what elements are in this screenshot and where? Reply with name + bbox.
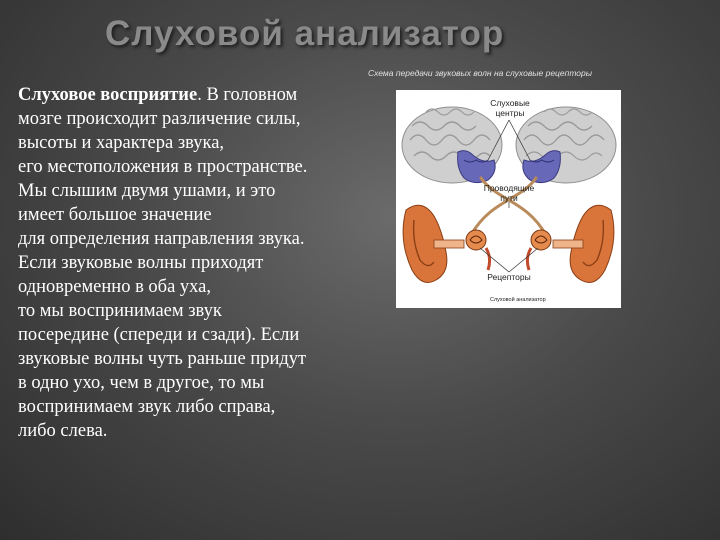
label-receptors: Рецепторы	[487, 272, 531, 282]
label-paths-line1: Проводящие	[483, 183, 535, 193]
lead-rest: . В головном	[197, 85, 298, 105]
body-line: для определения направления звука.	[18, 229, 305, 249]
slide-title: Слуховой анализатор	[105, 14, 505, 53]
right-brain-illustration	[516, 107, 616, 183]
body-line: звуковые волны чуть раньше придут	[18, 349, 307, 369]
body-line: мозге происходит различение силы,	[18, 109, 301, 129]
lead-bold-term: Слуховое восприятие	[18, 85, 198, 105]
figure-footnote: Слуховой анализатор	[490, 297, 546, 303]
body-line: то мы воспринимаем звук	[18, 301, 222, 321]
left-brain-illustration	[402, 107, 502, 183]
left-ear-illustration	[403, 205, 490, 282]
label-centers-line1: Слуховые	[490, 98, 530, 108]
right-ear-illustration	[527, 205, 614, 282]
body-line: Если звуковые волны приходят	[18, 253, 264, 273]
label-auditory-centers	[488, 98, 532, 118]
label-paths-line2: пути	[500, 193, 518, 203]
body-line: имеет большое значение	[18, 205, 212, 225]
body-line: посередине (спереди и сзади). Если	[18, 325, 300, 345]
body-line: в одно ухо, чем в другое, то мы	[18, 373, 265, 393]
body-line: воспринимаем звук либо справа,	[18, 397, 276, 417]
label-centers-line2: центры	[495, 108, 525, 118]
body-text	[18, 83, 388, 443]
body-line: либо слева.	[18, 421, 108, 441]
body-line: высоты и характера звука,	[18, 133, 225, 153]
body-line: его местоположения в пространстве.	[18, 157, 308, 177]
body-line-0	[18, 83, 388, 107]
figure-caption: Схема передачи звуковых волн на слуховые рецепторы	[368, 68, 593, 78]
label-conducting-paths	[480, 183, 538, 203]
auditory-analyzer-diagram	[396, 90, 621, 308]
body-line: Мы слышим двумя ушами, и это	[18, 181, 276, 201]
body-line: одновременно в оба уха,	[18, 277, 212, 297]
